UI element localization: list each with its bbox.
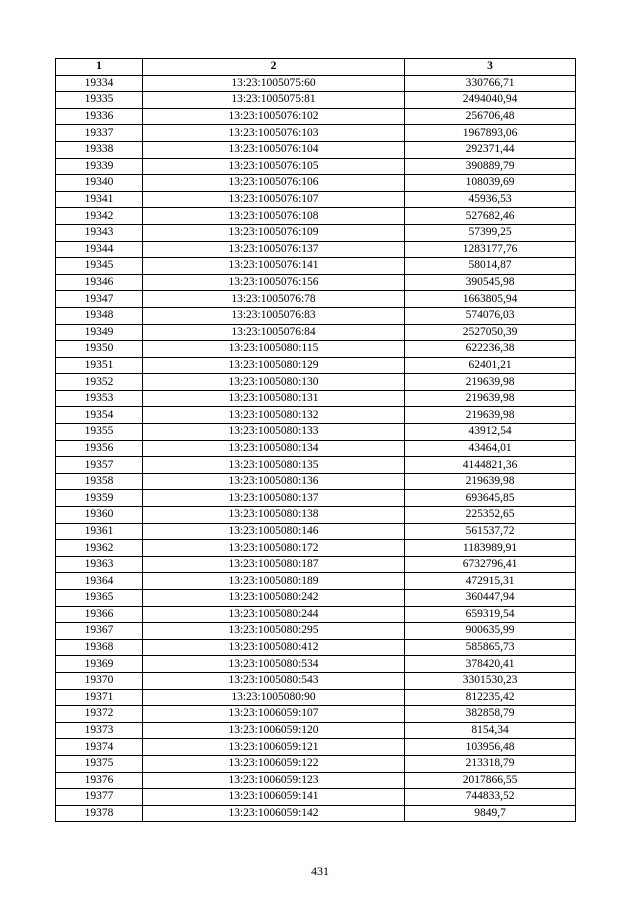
column-header-1: 1 — [56, 59, 143, 76]
value-cell: 812235,42 — [405, 689, 576, 706]
row-number-cell: 19342 — [56, 208, 143, 225]
table-row — [56, 722, 576, 739]
cadastral-number-cell: 13:23:1005080:90 — [143, 689, 405, 706]
table-row — [56, 241, 576, 258]
table-row — [56, 457, 576, 474]
cadastral-number-cell: 13:23:1005076:107 — [143, 191, 405, 208]
row-number-cell: 19371 — [56, 689, 143, 706]
row-number-cell: 19361 — [56, 523, 143, 540]
cadastral-number-cell: 13:23:1006059:121 — [143, 739, 405, 756]
cadastral-number-cell: 13:23:1005075:81 — [143, 92, 405, 109]
cadastral-number-cell: 13:23:1005076:102 — [143, 108, 405, 125]
row-number-cell: 19370 — [56, 672, 143, 689]
cadastral-number-cell: 13:23:1005080:187 — [143, 556, 405, 573]
value-cell: 900635,99 — [405, 623, 576, 640]
value-cell: 382858,79 — [405, 706, 576, 723]
row-number-cell: 19369 — [56, 656, 143, 673]
row-number-cell: 19355 — [56, 424, 143, 441]
row-number-cell: 19356 — [56, 440, 143, 457]
cadastral-number-cell: 13:23:1005080:172 — [143, 540, 405, 557]
value-cell: 378420,41 — [405, 656, 576, 673]
row-number-cell: 19335 — [56, 92, 143, 109]
cadastral-number-cell: 13:23:1005080:244 — [143, 606, 405, 623]
value-cell: 1663805,94 — [405, 291, 576, 308]
row-number-cell: 19362 — [56, 540, 143, 557]
cadastral-number-cell: 13:23:1005080:132 — [143, 407, 405, 424]
table-row — [56, 440, 576, 457]
row-number-cell: 19367 — [56, 623, 143, 640]
table-row — [56, 141, 576, 158]
row-number-cell: 19341 — [56, 191, 143, 208]
table-row — [56, 805, 576, 822]
table-row — [56, 490, 576, 507]
table-row — [56, 556, 576, 573]
page-number: 431 — [311, 864, 329, 878]
cadastral-number-cell: 13:23:1005076:105 — [143, 158, 405, 175]
row-number-cell: 19364 — [56, 573, 143, 590]
table-row — [56, 789, 576, 806]
table-row — [56, 672, 576, 689]
row-number-cell: 19340 — [56, 175, 143, 192]
cadastral-number-cell: 13:23:1006059:142 — [143, 805, 405, 822]
table-row — [56, 540, 576, 557]
cadastral-number-cell: 13:23:1005076:141 — [143, 258, 405, 275]
value-cell: 62401,21 — [405, 357, 576, 374]
value-cell: 2527050,39 — [405, 324, 576, 341]
value-cell: 219639,98 — [405, 390, 576, 407]
value-cell: 472915,31 — [405, 573, 576, 590]
value-cell: 360447,94 — [405, 590, 576, 607]
cadastral-number-cell: 13:23:1005076:78 — [143, 291, 405, 308]
table-row — [56, 175, 576, 192]
row-number-cell: 19366 — [56, 606, 143, 623]
cadastral-number-cell: 13:23:1005076:83 — [143, 307, 405, 324]
row-number-cell: 19338 — [56, 141, 143, 158]
value-cell: 659319,54 — [405, 606, 576, 623]
row-number-cell: 19337 — [56, 125, 143, 142]
cadastral-number-cell: 13:23:1006059:123 — [143, 772, 405, 789]
row-number-cell: 19343 — [56, 224, 143, 241]
row-number-cell: 19368 — [56, 639, 143, 656]
value-cell: 744833,52 — [405, 789, 576, 806]
cadastral-number-cell: 13:23:1005080:134 — [143, 440, 405, 457]
cadastral-number-cell: 13:23:1005080:242 — [143, 590, 405, 607]
row-number-cell: 19346 — [56, 274, 143, 291]
cadastral-number-cell: 13:23:1005076:137 — [143, 241, 405, 258]
value-cell: 108039,69 — [405, 175, 576, 192]
row-number-cell: 19363 — [56, 556, 143, 573]
cadastral-number-cell: 13:23:1005080:138 — [143, 507, 405, 524]
value-cell: 3301530,23 — [405, 672, 576, 689]
value-cell: 1283177,76 — [405, 241, 576, 258]
row-number-cell: 19336 — [56, 108, 143, 125]
row-number-cell: 19358 — [56, 473, 143, 490]
cadastral-number-cell: 13:23:1005080:129 — [143, 357, 405, 374]
row-number-cell: 19348 — [56, 307, 143, 324]
value-cell: 1967893,06 — [405, 125, 576, 142]
cadastral-number-cell: 13:23:1005080:135 — [143, 457, 405, 474]
value-cell: 561537,72 — [405, 523, 576, 540]
cadastral-number-cell: 13:23:1005076:104 — [143, 141, 405, 158]
cadastral-number-cell: 13:23:1005076:109 — [143, 224, 405, 241]
row-number-cell: 19351 — [56, 357, 143, 374]
table-row — [56, 424, 576, 441]
cadastral-number-cell: 13:23:1006059:141 — [143, 789, 405, 806]
table-row — [56, 407, 576, 424]
value-cell: 1183989,91 — [405, 540, 576, 557]
cadastral-number-cell: 13:23:1005075:60 — [143, 75, 405, 92]
row-number-cell: 19357 — [56, 457, 143, 474]
cadastral-number-cell: 13:23:1005080:534 — [143, 656, 405, 673]
cadastral-number-cell: 13:23:1005080:133 — [143, 424, 405, 441]
row-number-cell: 19352 — [56, 374, 143, 391]
table-row — [56, 92, 576, 109]
cadastral-number-cell: 13:23:1005080:136 — [143, 473, 405, 490]
value-cell: 585865,73 — [405, 639, 576, 656]
row-number-cell: 19360 — [56, 507, 143, 524]
value-cell: 57399,25 — [405, 224, 576, 241]
row-number-cell: 19347 — [56, 291, 143, 308]
table-body — [56, 75, 576, 822]
value-cell: 9849,7 — [405, 805, 576, 822]
cadastral-number-cell: 13:23:1005080:412 — [143, 639, 405, 656]
column-header-3: 3 — [405, 59, 576, 76]
table-row — [56, 473, 576, 490]
value-cell: 693645,85 — [405, 490, 576, 507]
value-cell: 330766,71 — [405, 75, 576, 92]
table-row — [56, 606, 576, 623]
cadastral-number-cell: 13:23:1005076:108 — [143, 208, 405, 225]
table-row — [56, 208, 576, 225]
cadastral-number-cell: 13:23:1005076:103 — [143, 125, 405, 142]
row-number-cell: 19377 — [56, 789, 143, 806]
value-cell: 527682,46 — [405, 208, 576, 225]
row-number-cell: 19334 — [56, 75, 143, 92]
table-row — [56, 258, 576, 275]
table-row — [56, 739, 576, 756]
table-row — [56, 639, 576, 656]
value-cell: 213318,79 — [405, 755, 576, 772]
value-cell: 6732796,41 — [405, 556, 576, 573]
cadastral-number-cell: 13:23:1005080:115 — [143, 341, 405, 358]
table-header-row — [56, 59, 576, 76]
table-row — [56, 689, 576, 706]
value-cell: 2017866,55 — [405, 772, 576, 789]
value-cell: 225352,65 — [405, 507, 576, 524]
cadastral-number-cell: 13:23:1005080:543 — [143, 672, 405, 689]
row-number-cell: 19376 — [56, 772, 143, 789]
value-cell: 390545,98 — [405, 274, 576, 291]
table-row — [56, 755, 576, 772]
cadastral-number-cell: 13:23:1005080:295 — [143, 623, 405, 640]
row-number-cell: 19354 — [56, 407, 143, 424]
value-cell: 219639,98 — [405, 473, 576, 490]
value-cell: 574076,03 — [405, 307, 576, 324]
row-number-cell: 19373 — [56, 722, 143, 739]
cadastral-number-cell: 13:23:1005076:156 — [143, 274, 405, 291]
cadastral-number-cell: 13:23:1006059:107 — [143, 706, 405, 723]
table-row — [56, 374, 576, 391]
row-number-cell: 19359 — [56, 490, 143, 507]
table-row — [56, 274, 576, 291]
value-cell: 58014,87 — [405, 258, 576, 275]
data-table — [55, 58, 576, 822]
value-cell: 390889,79 — [405, 158, 576, 175]
table-row — [56, 224, 576, 241]
column-header-2: 2 — [143, 59, 405, 76]
cadastral-number-cell: 13:23:1005080:131 — [143, 390, 405, 407]
table-row — [56, 357, 576, 374]
table-row — [56, 324, 576, 341]
value-cell: 4144821,36 — [405, 457, 576, 474]
value-cell: 8154,34 — [405, 722, 576, 739]
table-row — [56, 75, 576, 92]
table-row — [56, 590, 576, 607]
row-number-cell: 19345 — [56, 258, 143, 275]
row-number-cell: 19339 — [56, 158, 143, 175]
table-row — [56, 573, 576, 590]
table-row — [56, 108, 576, 125]
value-cell: 2494040,94 — [405, 92, 576, 109]
row-number-cell: 19353 — [56, 390, 143, 407]
table-row — [56, 656, 576, 673]
value-cell: 43912,54 — [405, 424, 576, 441]
table-row — [56, 623, 576, 640]
row-number-cell: 19378 — [56, 805, 143, 822]
cadastral-number-cell: 13:23:1005080:130 — [143, 374, 405, 391]
row-number-cell: 19375 — [56, 755, 143, 772]
cadastral-number-cell: 13:23:1005080:137 — [143, 490, 405, 507]
value-cell: 622236,38 — [405, 341, 576, 358]
table-row — [56, 341, 576, 358]
table-row — [56, 291, 576, 308]
table-row — [56, 706, 576, 723]
value-cell: 43464,01 — [405, 440, 576, 457]
cadastral-number-cell: 13:23:1006059:120 — [143, 722, 405, 739]
table-row — [56, 507, 576, 524]
row-number-cell: 19349 — [56, 324, 143, 341]
cadastral-number-cell: 13:23:1005076:106 — [143, 175, 405, 192]
row-number-cell: 19374 — [56, 739, 143, 756]
table-row — [56, 125, 576, 142]
table-row — [56, 390, 576, 407]
cadastral-number-cell: 13:23:1005080:146 — [143, 523, 405, 540]
row-number-cell: 19350 — [56, 341, 143, 358]
value-cell: 45936,53 — [405, 191, 576, 208]
value-cell: 103956,48 — [405, 739, 576, 756]
cadastral-number-cell: 13:23:1005076:84 — [143, 324, 405, 341]
value-cell: 256706,48 — [405, 108, 576, 125]
row-number-cell: 19365 — [56, 590, 143, 607]
row-number-cell: 19344 — [56, 241, 143, 258]
cadastral-number-cell: 13:23:1006059:122 — [143, 755, 405, 772]
row-number-cell: 19372 — [56, 706, 143, 723]
value-cell: 219639,98 — [405, 407, 576, 424]
value-cell: 219639,98 — [405, 374, 576, 391]
table-row — [56, 523, 576, 540]
table-row — [56, 158, 576, 175]
cadastral-number-cell: 13:23:1005080:189 — [143, 573, 405, 590]
table-row — [56, 307, 576, 324]
value-cell: 292371,44 — [405, 141, 576, 158]
table-row — [56, 772, 576, 789]
table-row — [56, 191, 576, 208]
